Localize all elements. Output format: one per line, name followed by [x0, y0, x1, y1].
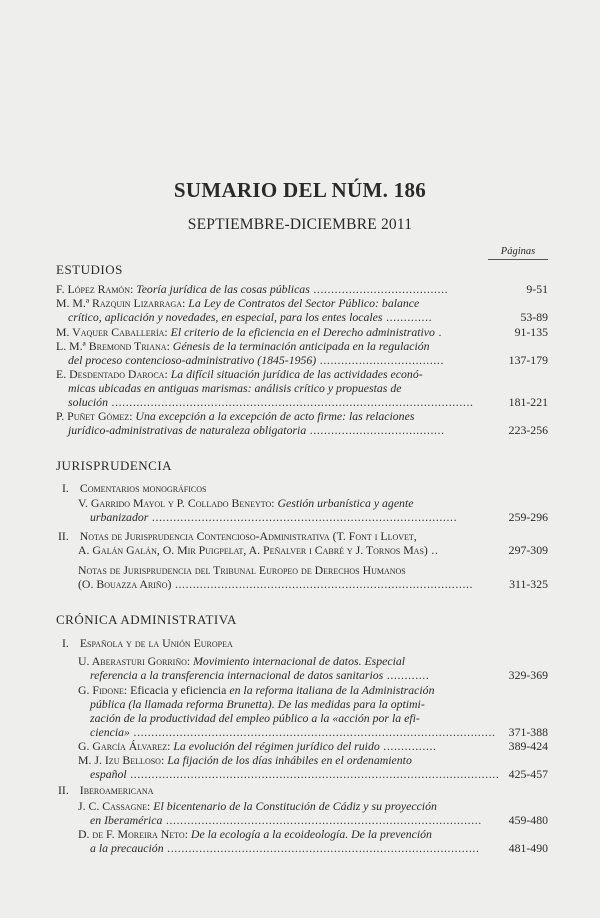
page-range: 223-256 — [508, 423, 548, 437]
page-range: 371-388 — [508, 725, 548, 739]
toc-entry[interactable]: M. J. Izu Belloso: La fijación de los días inhábiles en el ordenamiento español ........................................................................................................ 425-457 — [78, 753, 548, 781]
toc-entry[interactable]: L. M.ª Bremond Triana: Génesis de la terminación anticipada en la regulación del proceso contencioso-administrativo (1845-1956) ................................... 137-179 — [56, 339, 548, 367]
toc-entry[interactable]: F. López Ramón: Teoría jurídica de las cosas públicas ...................................... 9-51 — [56, 282, 548, 296]
page-range: 311-325 — [509, 577, 548, 591]
toc-entry[interactable]: V. Garrido Mayol y P. Collado Beneyto: Gestión urbanística y agente urbanizador ...................................................................................... 259-296 — [78, 496, 548, 524]
pages-column-header: Páginas — [488, 246, 548, 260]
page-range: 297-309 — [508, 543, 548, 557]
section-title-cronica: CRÓNICA ADMINISTRATIVA — [56, 612, 237, 627]
section-title-jurisprudencia: JURISPRUDENCIA — [56, 458, 173, 473]
page-range: 53-89 — [520, 310, 548, 324]
page-range: 459-480 — [508, 813, 548, 827]
toc-entry[interactable]: U. Aberasturi Gorriño: Movimiento internacional de datos. Especial referencia a la transferencia internacional de datos sanitarios ............ 329-369 — [78, 654, 548, 682]
toc-entry[interactable]: D. de F. Moreira Neto: De la ecología a la ecoideología. De la prevención a la precaución ........................................................................................ 481-490 — [78, 827, 548, 855]
toc-entry[interactable]: P. Puñet Gómez: Una excepción a la excepción de acto firme: las relaciones jurídico-administrativas de naturaleza obligatoria ...................................... 223-256 — [56, 409, 548, 437]
page-range: 181-221 — [508, 395, 548, 409]
page-range: 481-490 — [508, 841, 548, 855]
subsection-heading: I. Española y de la Unión Europea — [62, 636, 233, 650]
subsection-heading: II. Iberoamericana — [58, 783, 154, 797]
toc-entry[interactable]: G. Fidone: Eficacia y eficiencia en la reforma italiana de la Administración pública (la llamada reforma Brunetta). De las medidas para la optimi- zación de la productividad del empleo público a la «acción por la efi- ciencia» ...................................................................................................... 371-388 — [78, 683, 548, 739]
page-title: SUMARIO DEL NÚM. 186 — [173, 178, 427, 202]
toc-entry[interactable]: J. C. Cassagne: El bicentenario de la Constitución de Cádiz y su proyección en Iberamérica ......................................................................................... 459-480 — [78, 799, 548, 827]
toc-entry[interactable]: A. Galán Galán, O. Mir Puigpelat, A. Peñalver i Cabré y J. Tornos Mas) .. 297-309 — [78, 543, 548, 557]
page-range: 259-296 — [508, 510, 548, 524]
subsection-heading: I. Comentarios monográficos — [62, 481, 207, 495]
section-title-estudios: ESTUDIOS — [56, 262, 123, 277]
issue-date: SEPTIEMBRE-DICIEMBRE 2011 — [187, 216, 413, 233]
toc-entry[interactable]: M. M.ª Razquin Lizarraga: La Ley de Contratos del Sector Público: balance crítico, aplicación y novedades, en especial, para los entes locales ............. 53-89 — [56, 296, 548, 324]
page-range: 9-51 — [526, 282, 548, 296]
toc-entry[interactable]: Notas de Jurisprudencia del Tribunal Europeo de Derechos Humanos (O. Bouazza Ariño) .................................................................................... 311-325 — [78, 563, 548, 591]
toc-entry[interactable]: M. Vaquer Caballería: El criterio de la eficiencia en el Derecho administrativo . 91-135 — [56, 325, 548, 339]
toc-entry[interactable]: E. Desdentado Daroca: La difícil situación jurídica de las actividades econó- micas ubicadas en antiguas marismas: análisis crítico y propuestas de solución ...................................................................................................... 181-221 — [56, 367, 548, 409]
toc-entry[interactable]: G. García Álvarez: La evolución del régimen jurídico del ruido ............... 389-424 — [78, 739, 548, 753]
page-range: 91-135 — [514, 325, 548, 339]
page-range: 389-424 — [508, 739, 548, 753]
page-range: 329-369 — [508, 668, 548, 682]
page-range: 425-457 — [508, 767, 548, 781]
subsection-heading: II. Notas de Jurisprudencia Contencioso-Administrativa (T. Font i Llovet, — [58, 529, 417, 543]
page-range: 137-179 — [508, 353, 548, 367]
